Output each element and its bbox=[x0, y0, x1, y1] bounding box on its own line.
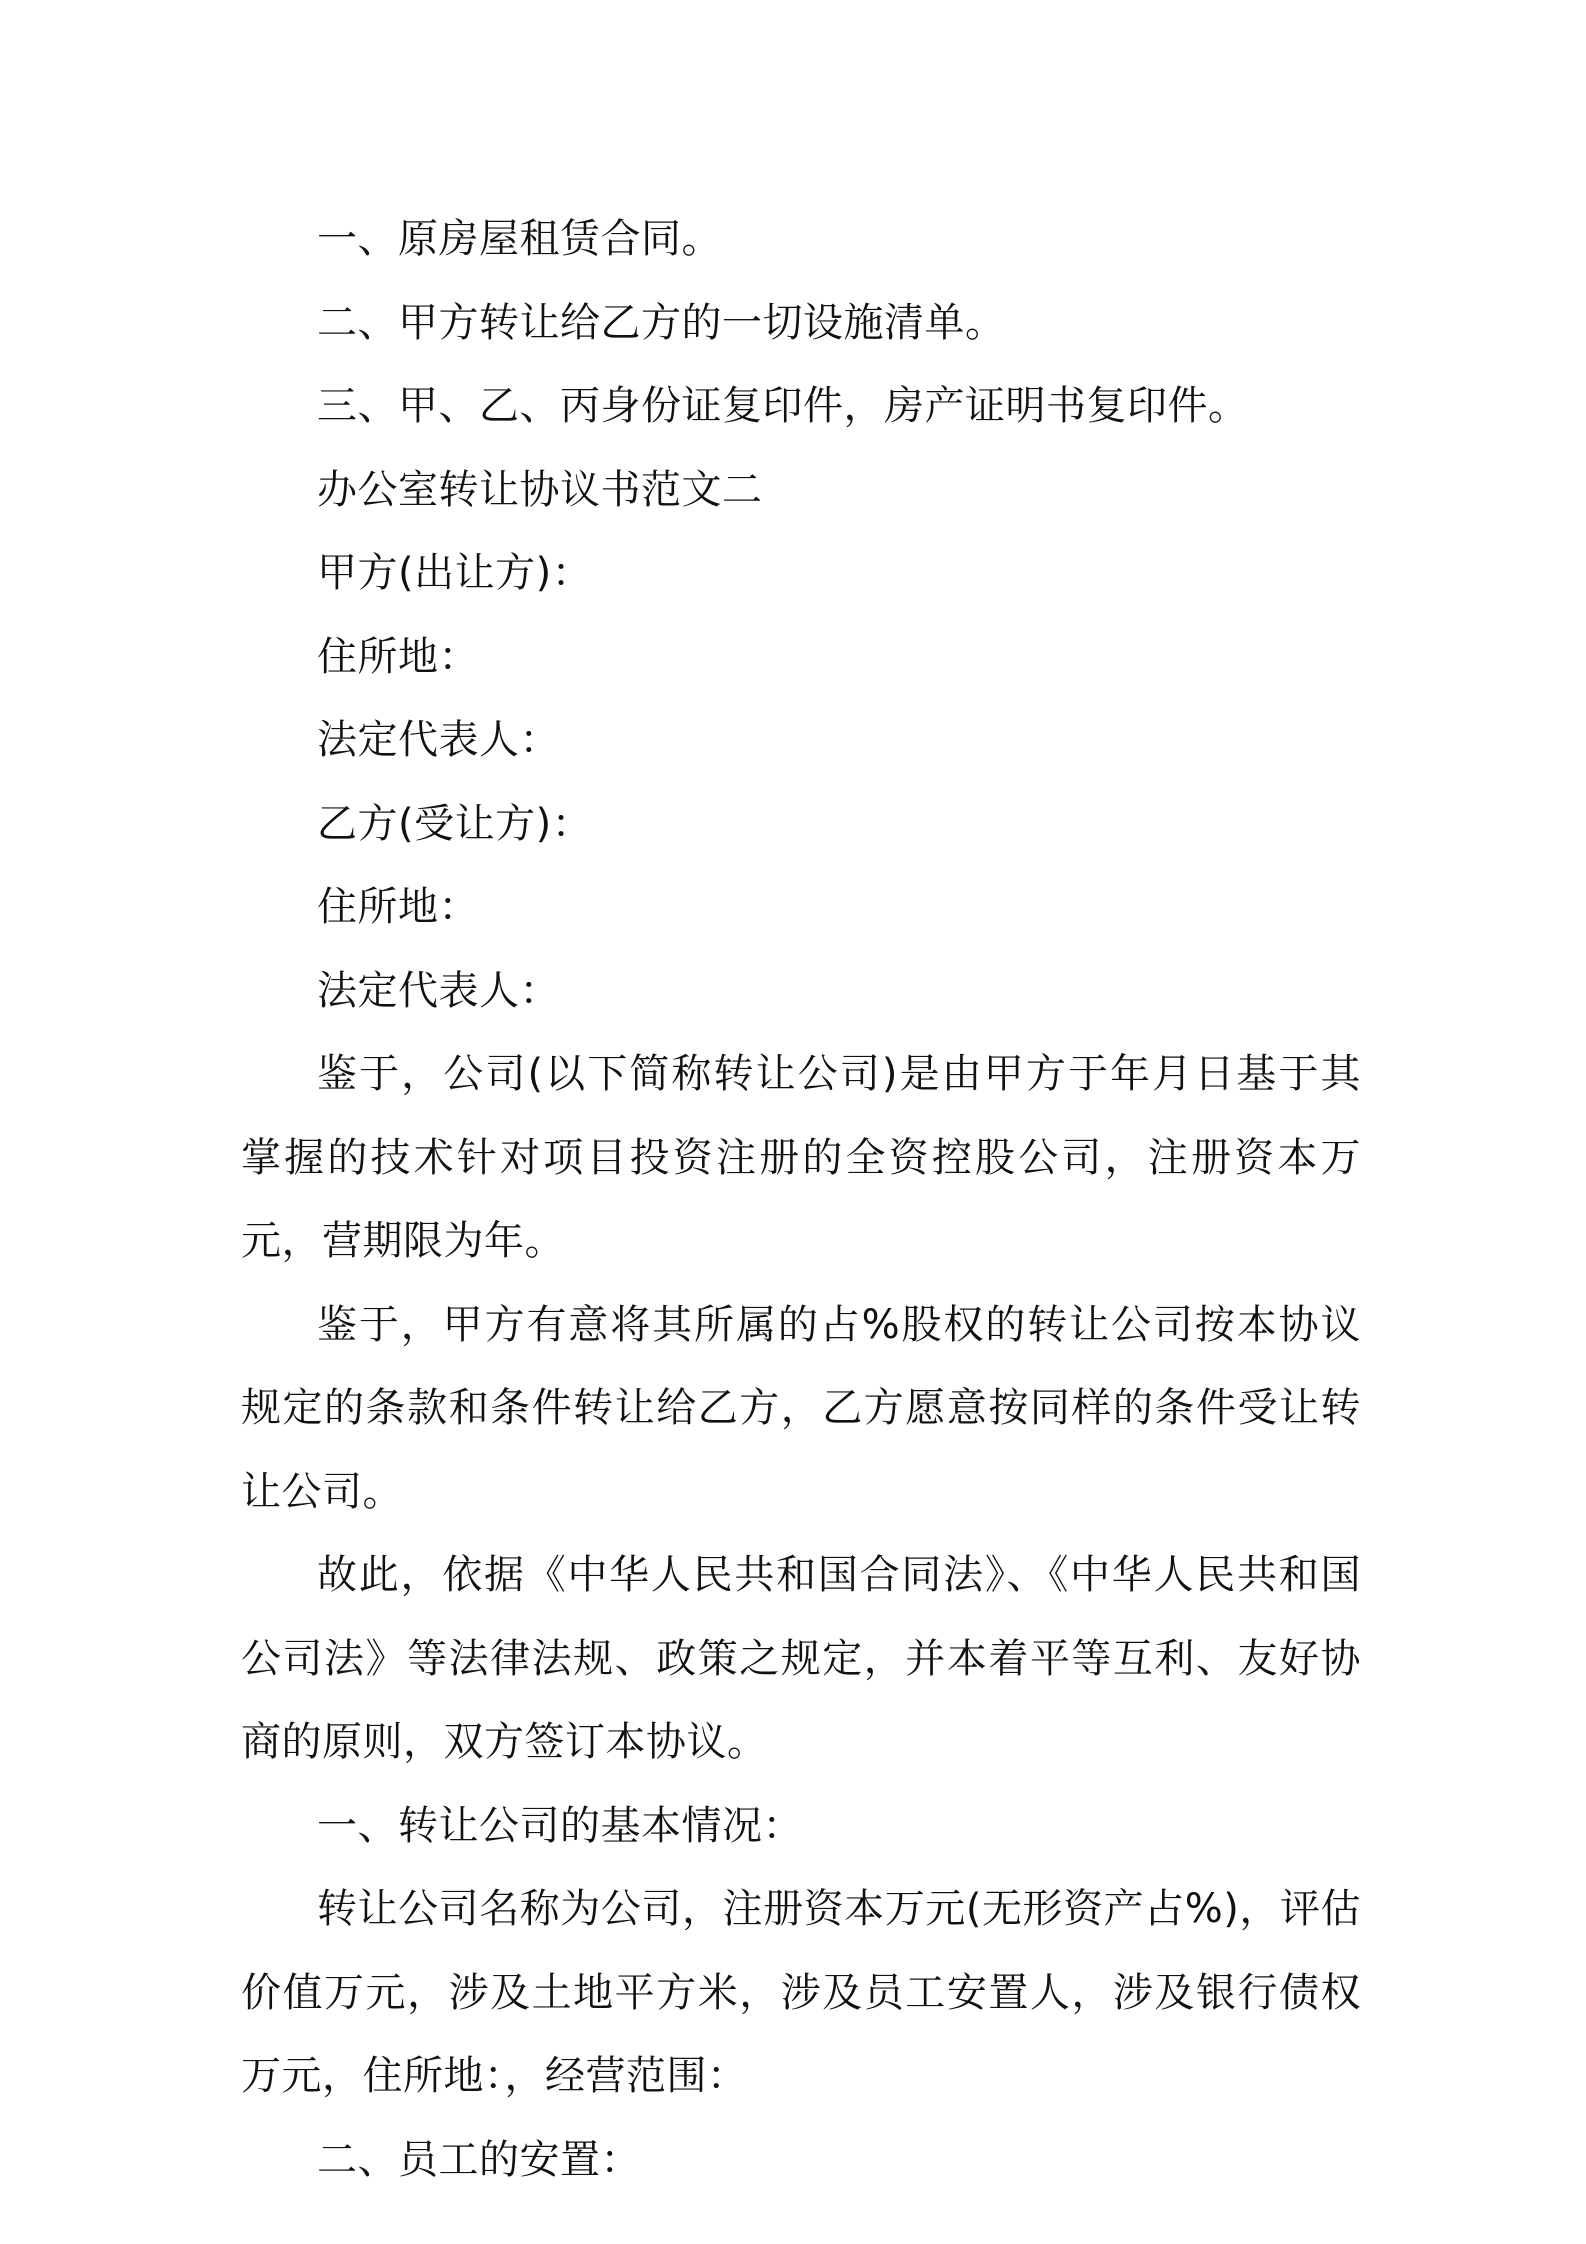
recital-paragraph-2: 鉴于，甲方有意将其所属的占%股权的转让公司按本协议规定的条款和条件转让给乙方，乙方愿意按同样的条件受让转让公司。 bbox=[241, 1301, 1361, 1515]
section-1-title: 一、转让公司的基本情况： bbox=[317, 1802, 803, 1849]
recital-paragraph-1: 鉴于，公司(以下简称转让公司)是由甲方于年月日基于其掌握的技术针对项目投资注册的全资控股公司，注册资本万元，营期限为年。 bbox=[241, 1051, 1361, 1264]
party-a-address: 住所地： bbox=[317, 633, 479, 680]
party-b-address: 住所地： bbox=[317, 884, 479, 930]
party-a-representative: 法定代表人： bbox=[317, 717, 560, 763]
party-b-label: 乙方(受让方)： bbox=[317, 800, 593, 847]
document-body bbox=[241, 198, 1361, 2202]
attachment-item-1: 一、原房屋租赁合同。 bbox=[317, 216, 722, 262]
section-2-title: 二、员工的安置： bbox=[317, 2136, 641, 2183]
party-b-representative: 法定代表人： bbox=[317, 967, 560, 1014]
recital-paragraph-3: 故此，依据《中华人民共和国合同法》、《中华人民共和国公司法》等法律法规、政策之规定，并本着平等互利、友好协商的原则，双方签订本协议。 bbox=[241, 1552, 1361, 1765]
party-a-label: 甲方(出让方)： bbox=[317, 550, 593, 596]
attachment-item-3: 三、甲、乙、丙身份证复印件，房产证明书复印件。 bbox=[317, 383, 1249, 429]
attachment-item-2: 二、甲方转让给乙方的一切设施清单。 bbox=[317, 299, 1006, 346]
section-1-body: 转让公司名称为公司，注册资本万元(无形资产占%)，评估价值万元，涉及土地平方米，涉及员工安置人，涉及银行债权万元，住所地：，经营范围： bbox=[241, 1886, 1361, 2099]
document-title: 办公室转让协议书范文二 bbox=[317, 466, 763, 513]
